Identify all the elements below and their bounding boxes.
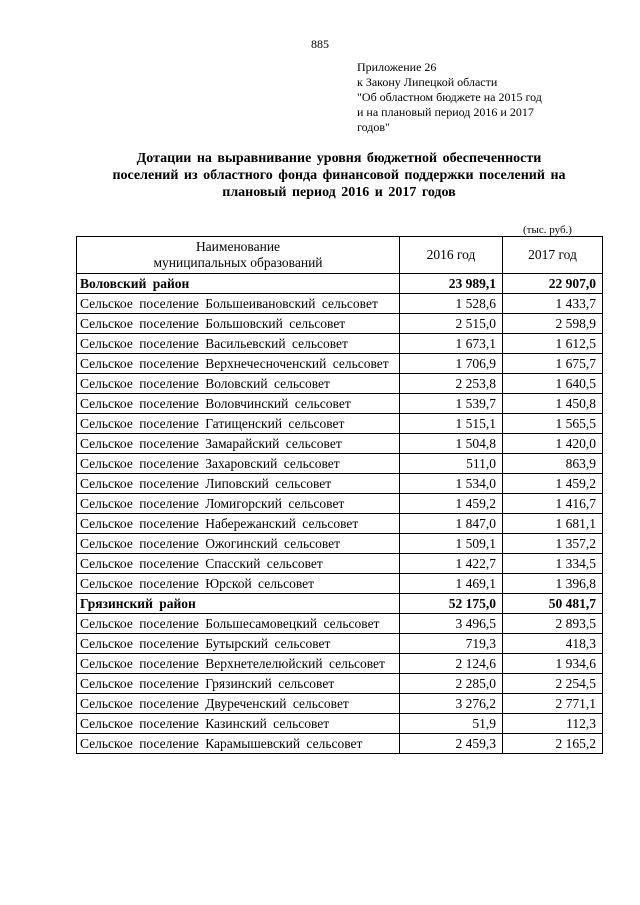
- value-2016: 1 673,1: [400, 334, 503, 354]
- table-row: [77, 334, 603, 354]
- row-name: Сельское поселение Замарайский сельсовет: [77, 434, 400, 454]
- header-name-line1: Наименование: [195, 239, 281, 254]
- row-name: Грязинский район: [77, 594, 400, 614]
- row-name: Сельское поселение Большеивановский сельсовет: [77, 294, 400, 314]
- value-2017: 1 565,5: [503, 414, 603, 434]
- value-2017: 2 771,1: [503, 694, 603, 714]
- page-number: 885: [311, 37, 329, 51]
- district-row: [77, 274, 603, 294]
- value-2017: 2 893,5: [503, 614, 603, 634]
- table-row: [77, 374, 603, 394]
- value-2017: 2 165,2: [503, 734, 603, 754]
- header-2017: 2017 год: [503, 237, 603, 274]
- table-row: [77, 714, 603, 734]
- appendix-note: [357, 60, 542, 135]
- table-row: [77, 734, 603, 754]
- table-row: [77, 514, 603, 534]
- row-name: Сельское поселение Грязинский сельсовет: [77, 674, 400, 694]
- value-2016: 1 422,7: [400, 554, 503, 574]
- table-row: [77, 674, 603, 694]
- row-name: Воловский район: [77, 274, 400, 294]
- value-2016: 1 504,8: [400, 434, 503, 454]
- value-2016: 23 989,1: [400, 274, 503, 294]
- value-2017: 418,3: [503, 634, 603, 654]
- value-2017: 1 334,5: [503, 554, 603, 574]
- value-2017: 1 420,0: [503, 434, 603, 454]
- value-2016: 1 847,0: [400, 514, 503, 534]
- value-2017: 50 481,7: [503, 594, 603, 614]
- value-2017: 1 459,2: [503, 474, 603, 494]
- value-2017: 2 254,5: [503, 674, 603, 694]
- table-row: [77, 294, 603, 314]
- table-row: [77, 614, 603, 634]
- value-2017: 2 598,9: [503, 314, 603, 334]
- row-name: Сельское поселение Карамышевский сельсовет: [77, 734, 400, 754]
- header-name-line2: муниципальных образований: [153, 255, 323, 270]
- value-2017: 863,9: [503, 454, 603, 474]
- value-2017: 1 357,2: [503, 534, 603, 554]
- value-2017: 1 675,7: [503, 354, 603, 374]
- table-row: [77, 434, 603, 454]
- row-name: Сельское поселение Воловчинский сельсовет: [77, 394, 400, 414]
- value-2016: 1 539,7: [400, 394, 503, 414]
- value-2016: 1 469,1: [400, 574, 503, 594]
- row-name: Сельское поселение Воловский сельсовет: [77, 374, 400, 394]
- table-row: [77, 414, 603, 434]
- title-line: плановый период 2016 и 2017 годов: [222, 185, 456, 200]
- subsidies-table: [76, 236, 603, 754]
- value-2017: 112,3: [503, 714, 603, 734]
- table-row: [77, 454, 603, 474]
- value-2016: 3 276,2: [400, 694, 503, 714]
- appendix-line: и на плановый период 2016 и 2017: [357, 105, 534, 119]
- document-title: [76, 150, 602, 201]
- appendix-line: Приложение 26: [357, 60, 437, 74]
- row-name: Сельское поселение Спасский сельсовет: [77, 554, 400, 574]
- table-row: [77, 574, 603, 594]
- table-row: [77, 634, 603, 654]
- table-row: [77, 354, 603, 374]
- row-name: Сельское поселение Большовский сельсовет: [77, 314, 400, 334]
- row-name: Сельское поселение Набережанский сельсовет: [77, 514, 400, 534]
- table-row: [77, 314, 603, 334]
- row-name: Сельское поселение Большесамовецкий сельсовет: [77, 614, 400, 634]
- value-2016: 1 459,2: [400, 494, 503, 514]
- value-2016: 1 515,1: [400, 414, 503, 434]
- title-line: поселений из областного фонда финансовой поддержки поселений на: [112, 168, 566, 183]
- district-row: [77, 594, 603, 614]
- value-2016: 1 534,0: [400, 474, 503, 494]
- row-name: Сельское поселение Верхнечесноченский сельсовет: [77, 354, 400, 374]
- units-label: (тыс. руб.): [523, 224, 572, 236]
- row-name: Сельское поселение Ожогинский сельсовет: [77, 534, 400, 554]
- value-2017: 1 612,5: [503, 334, 603, 354]
- value-2017: 1 934,6: [503, 654, 603, 674]
- header-name: [77, 237, 400, 274]
- appendix-line: к Закону Липецкой области: [357, 75, 498, 89]
- value-2016: 2 285,0: [400, 674, 503, 694]
- value-2017: 1 450,8: [503, 394, 603, 414]
- value-2017: 1 416,7: [503, 494, 603, 514]
- table-row: [77, 534, 603, 554]
- value-2017: 1 681,1: [503, 514, 603, 534]
- table-body: [77, 274, 603, 754]
- row-name: Сельское поселение Ломигорский сельсовет: [77, 494, 400, 514]
- value-2017: 1 640,5: [503, 374, 603, 394]
- table-row: [77, 694, 603, 714]
- value-2017: 22 907,0: [503, 274, 603, 294]
- value-2016: 51,9: [400, 714, 503, 734]
- header-2016: 2016 год: [400, 237, 503, 274]
- value-2016: 2 515,0: [400, 314, 503, 334]
- value-2016: 2 124,6: [400, 654, 503, 674]
- appendix-line: годов": [357, 120, 390, 134]
- value-2016: 1 509,1: [400, 534, 503, 554]
- row-name: Сельское поселение Васильевский сельсовет: [77, 334, 400, 354]
- title-line: Дотации на выравнивание уровня бюджетной обеспеченности: [136, 151, 542, 166]
- value-2016: 2 459,3: [400, 734, 503, 754]
- row-name: Сельское поселение Казинский сельсовет: [77, 714, 400, 734]
- row-name: Сельское поселение Липовский сельсовет: [77, 474, 400, 494]
- value-2016: 1 706,9: [400, 354, 503, 374]
- row-name: Сельское поселение Верхнетелелюйский сельсовет: [77, 654, 400, 674]
- value-2016: 52 175,0: [400, 594, 503, 614]
- value-2016: 1 528,6: [400, 294, 503, 314]
- table-row: [77, 494, 603, 514]
- appendix-line: "Об областном бюджете на 2015 год: [357, 90, 542, 104]
- table-row: [77, 654, 603, 674]
- value-2017: 1 433,7: [503, 294, 603, 314]
- value-2016: 3 496,5: [400, 614, 503, 634]
- table-row: [77, 474, 603, 494]
- table-header-row: [77, 237, 603, 274]
- row-name: Сельское поселение Юрской сельсовет: [77, 574, 400, 594]
- table-row: [77, 554, 603, 574]
- table-row: [77, 394, 603, 414]
- value-2016: 511,0: [400, 454, 503, 474]
- value-2017: 1 396,8: [503, 574, 603, 594]
- row-name: Сельское поселение Бутырский сельсовет: [77, 634, 400, 654]
- row-name: Сельское поселение Гатищенский сельсовет: [77, 414, 400, 434]
- value-2016: 719,3: [400, 634, 503, 654]
- value-2016: 2 253,8: [400, 374, 503, 394]
- row-name: Сельское поселение Захаровский сельсовет: [77, 454, 400, 474]
- row-name: Сельское поселение Двуреченский сельсовет: [77, 694, 400, 714]
